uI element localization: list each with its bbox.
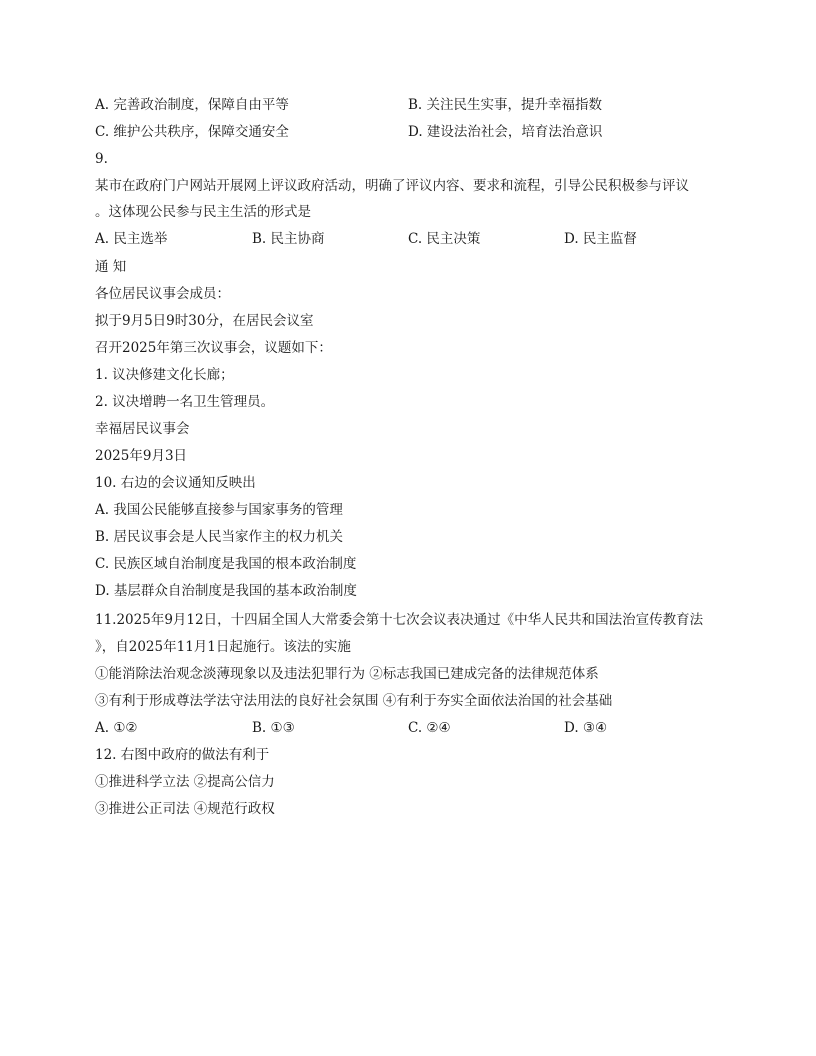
q9-option-a[interactable]: A. 民主选举	[95, 231, 168, 247]
notice-body-line2: 召开2025年第三次议事会，议题如下：	[95, 340, 332, 356]
q9-option-b[interactable]: B. 民主协商	[252, 231, 325, 247]
q10-option-c[interactable]: C. 民族区域自治制度是我国的根本政治制度	[95, 556, 357, 572]
q10-option-b[interactable]: B. 居民议事会是人民当家作主的权力机关	[95, 529, 344, 545]
q9-stem-line1: 某市在政府门户网站开展网上评议政府活动，明确了评议内容、要求和流程，引导公民积极参与评议	[95, 178, 689, 194]
q10-option-a[interactable]: A. 我国公民能够直接参与国家事务的管理	[95, 502, 343, 518]
q12-statements-line2: ③推进公正司法 ④规范行政权	[95, 801, 275, 817]
notice-item-2: 2. 议决增聘一名卫生管理员。	[95, 394, 275, 410]
q9-option-d[interactable]: D. 民主监督	[564, 231, 637, 247]
q11-option-b[interactable]: B. ①③	[252, 720, 295, 736]
q8-option-b[interactable]: B. 关注民生实事，提升幸福指数	[408, 97, 603, 113]
q8-option-c[interactable]: C. 维护公共秩序，保障交通安全	[95, 124, 289, 140]
q11-statements-line1: ①能消除法治观念淡薄现象以及违法犯罪行为 ②标志我国已建成完备的法律规范体系	[95, 666, 599, 682]
q11-stem-line2: 》，自2025年11月1日起施行。该法的实施	[95, 639, 351, 655]
q11-option-c[interactable]: C. ②④	[408, 720, 451, 736]
q11-statements-line2: ③有利于形成尊法学法守法用法的良好社会氛围 ④有利于夯实全面依法治国的社会基础	[95, 693, 613, 709]
q9-stem-line2: 。这体现公民参与民主生活的形式是	[95, 204, 311, 220]
q9-option-c[interactable]: C. 民主决策	[408, 231, 481, 247]
notice-salutation: 各位居民议事会成员：	[95, 286, 230, 302]
q10-stem: 10. 右边的会议通知反映出	[95, 475, 256, 491]
q12-statements-line1: ①推进科学立法 ②提高公信力	[95, 774, 275, 790]
q11-option-a[interactable]: A. ①②	[95, 720, 138, 736]
q10-option-d[interactable]: D. 基层群众自治制度是我国的基本政治制度	[95, 583, 357, 599]
notice-signature: 幸福居民议事会	[95, 421, 190, 437]
q8-option-d[interactable]: D. 建设法治社会，培育法治意识	[408, 124, 603, 140]
q11-option-d[interactable]: D. ③④	[564, 720, 608, 736]
notice-date: 2025年9月3日	[95, 448, 188, 464]
notice-item-1: 1. 议决修建文化长廊；	[95, 367, 234, 383]
q12-stem: 12. 右图中政府的做法有利于	[95, 747, 270, 763]
q11-stem-line1: 11.2025年9月12日，十四届全国人大常委会第十七次会议表决通过《中华人民共和国法治宣传教育法	[95, 612, 704, 628]
q8-option-a[interactable]: A. 完善政治制度，保障自由平等	[95, 97, 289, 113]
notice-body-line1: 拟于9月5日9时30分，在居民会议室	[95, 313, 314, 329]
notice-title: 通 知	[95, 259, 127, 275]
q9-number: 9.	[95, 151, 108, 167]
